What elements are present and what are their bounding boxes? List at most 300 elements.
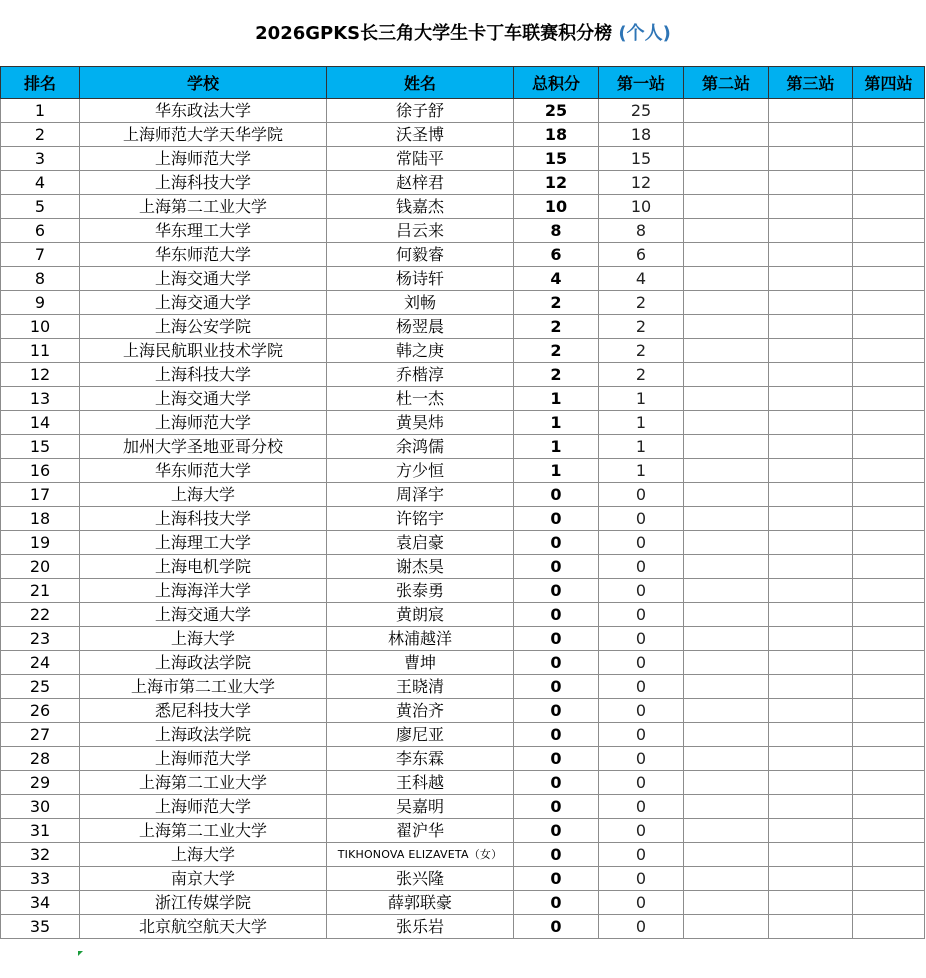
- stage-2-cell[interactable]: [684, 123, 769, 147]
- stage-1-cell[interactable]: 1: [599, 435, 684, 459]
- name-cell[interactable]: 乔楷淳: [327, 363, 514, 387]
- total-points-cell[interactable]: 1: [514, 387, 599, 411]
- rank-cell[interactable]: 9: [1, 291, 80, 315]
- stage-4-cell[interactable]: [853, 123, 925, 147]
- stage-4-cell[interactable]: [853, 843, 925, 867]
- name-cell[interactable]: 曹坤: [327, 651, 514, 675]
- stage-1-cell[interactable]: 0: [599, 627, 684, 651]
- stage-2-cell[interactable]: [684, 555, 769, 579]
- stage-4-cell[interactable]: [853, 579, 925, 603]
- stage-1-cell[interactable]: 0: [599, 747, 684, 771]
- stage-2-cell[interactable]: [684, 699, 769, 723]
- rank-cell[interactable]: 16: [1, 459, 80, 483]
- table-row: [1, 843, 925, 867]
- rank-cell[interactable]: 4: [1, 171, 80, 195]
- school-cell[interactable]: 上海师范大学: [80, 147, 327, 171]
- stage-3-cell[interactable]: [769, 915, 853, 939]
- name-cell[interactable]: 赵梓君: [327, 171, 514, 195]
- name-cell[interactable]: 王晓清: [327, 675, 514, 699]
- stage-3-cell[interactable]: [769, 843, 853, 867]
- stage-2-cell[interactable]: [684, 435, 769, 459]
- total-points-cell[interactable]: 0: [514, 507, 599, 531]
- rank-cell[interactable]: 27: [1, 723, 80, 747]
- stage-2-cell[interactable]: [684, 315, 769, 339]
- stage-3-cell[interactable]: [769, 555, 853, 579]
- name-cell[interactable]: 沃圣博: [327, 123, 514, 147]
- stage-2-cell[interactable]: [684, 99, 769, 123]
- stage-3-cell[interactable]: [769, 723, 853, 747]
- total-points-cell[interactable]: 0: [514, 795, 599, 819]
- total-points-cell[interactable]: 2: [514, 291, 599, 315]
- stage-3-cell[interactable]: [769, 267, 853, 291]
- stage-1-cell[interactable]: 8: [599, 219, 684, 243]
- table-row: [1, 699, 925, 723]
- stage-2-cell[interactable]: [684, 603, 769, 627]
- total-points-cell[interactable]: 0: [514, 699, 599, 723]
- stage-1-cell[interactable]: 0: [599, 555, 684, 579]
- stage-1-cell[interactable]: 2: [599, 291, 684, 315]
- stage-2-cell[interactable]: [684, 651, 769, 675]
- header-name[interactable]: 姓名: [327, 67, 514, 99]
- stage-4-cell[interactable]: [853, 747, 925, 771]
- stage-1-cell[interactable]: 0: [599, 507, 684, 531]
- stage-4-cell[interactable]: [853, 819, 925, 843]
- rank-cell[interactable]: 14: [1, 411, 80, 435]
- stage-3-cell[interactable]: [769, 459, 853, 483]
- name-cell[interactable]: 杨翌晨: [327, 315, 514, 339]
- total-points-cell[interactable]: 1: [514, 459, 599, 483]
- stage-2-cell[interactable]: [684, 243, 769, 267]
- rank-cell[interactable]: 20: [1, 555, 80, 579]
- school-cell[interactable]: 上海大学: [80, 843, 327, 867]
- total-points-cell[interactable]: 0: [514, 723, 599, 747]
- header-stage-3[interactable]: 第三站: [769, 67, 853, 99]
- stage-2-cell[interactable]: [684, 579, 769, 603]
- stage-1-cell[interactable]: 0: [599, 795, 684, 819]
- stage-3-cell[interactable]: [769, 579, 853, 603]
- page-title: [0, 20, 926, 48]
- stage-3-cell[interactable]: [769, 675, 853, 699]
- school-cell[interactable]: 华东师范大学: [80, 243, 327, 267]
- stage-1-cell[interactable]: 0: [599, 771, 684, 795]
- school-cell[interactable]: 上海大学: [80, 483, 327, 507]
- stage-3-cell[interactable]: [769, 315, 853, 339]
- stage-1-cell[interactable]: 1: [599, 411, 684, 435]
- name-cell[interactable]: 黄治齐: [327, 699, 514, 723]
- total-points-cell[interactable]: 1: [514, 435, 599, 459]
- stage-4-cell[interactable]: [853, 675, 925, 699]
- total-points-cell[interactable]: 0: [514, 891, 599, 915]
- stage-4-cell[interactable]: [853, 915, 925, 939]
- stage-3-cell[interactable]: [769, 435, 853, 459]
- stage-2-cell[interactable]: [684, 723, 769, 747]
- stage-2-cell[interactable]: [684, 171, 769, 195]
- rank-cell[interactable]: 26: [1, 699, 80, 723]
- name-cell[interactable]: TIKHONOVA ELIZAVETA（女）: [327, 843, 514, 867]
- school-cell[interactable]: 上海民航职业技术学院: [80, 339, 327, 363]
- total-points-cell[interactable]: 2: [514, 315, 599, 339]
- rank-cell[interactable]: 17: [1, 483, 80, 507]
- stage-2-cell[interactable]: [684, 747, 769, 771]
- total-points-cell[interactable]: 0: [514, 819, 599, 843]
- name-cell[interactable]: 李东霖: [327, 747, 514, 771]
- total-points-cell[interactable]: 1: [514, 411, 599, 435]
- school-cell[interactable]: 南京大学: [80, 867, 327, 891]
- total-points-cell[interactable]: 0: [514, 747, 599, 771]
- name-cell[interactable]: 余鸿儒: [327, 435, 514, 459]
- name-cell[interactable]: 常陆平: [327, 147, 514, 171]
- name-cell[interactable]: 周泽宇: [327, 483, 514, 507]
- rank-cell[interactable]: 2: [1, 123, 80, 147]
- rank-cell[interactable]: 5: [1, 195, 80, 219]
- stage-1-cell[interactable]: 1: [599, 459, 684, 483]
- total-points-cell[interactable]: 12: [514, 171, 599, 195]
- stage-4-cell[interactable]: [853, 723, 925, 747]
- school-cell[interactable]: 上海第二工业大学: [80, 771, 327, 795]
- total-points-cell[interactable]: 6: [514, 243, 599, 267]
- stage-1-cell[interactable]: 4: [599, 267, 684, 291]
- name-cell[interactable]: 廖尼亚: [327, 723, 514, 747]
- total-points-cell[interactable]: 0: [514, 675, 599, 699]
- stage-3-cell[interactable]: [769, 195, 853, 219]
- stage-4-cell[interactable]: [853, 699, 925, 723]
- rank-cell[interactable]: 30: [1, 795, 80, 819]
- stage-3-cell[interactable]: [769, 363, 853, 387]
- school-cell[interactable]: 悉尼科技大学: [80, 699, 327, 723]
- total-points-cell[interactable]: 15: [514, 147, 599, 171]
- name-cell[interactable]: 杨诗轩: [327, 267, 514, 291]
- stage-4-cell[interactable]: [853, 267, 925, 291]
- stage-2-cell[interactable]: [684, 291, 769, 315]
- stage-4-cell[interactable]: [853, 171, 925, 195]
- total-points-cell[interactable]: 0: [514, 867, 599, 891]
- rank-cell[interactable]: 33: [1, 867, 80, 891]
- total-points-cell[interactable]: 0: [514, 555, 599, 579]
- total-points-cell[interactable]: 25: [514, 99, 599, 123]
- table-body: [1, 99, 925, 939]
- stage-1-cell[interactable]: 0: [599, 483, 684, 507]
- stage-1-cell[interactable]: 0: [599, 891, 684, 915]
- name-cell[interactable]: 方少恒: [327, 459, 514, 483]
- table-row: [1, 603, 925, 627]
- school-cell[interactable]: 上海政法学院: [80, 723, 327, 747]
- school-cell[interactable]: 上海大学: [80, 627, 327, 651]
- name-cell[interactable]: 张乐岩: [327, 915, 514, 939]
- rank-cell[interactable]: 8: [1, 267, 80, 291]
- school-cell[interactable]: 上海科技大学: [80, 363, 327, 387]
- rank-cell[interactable]: 29: [1, 771, 80, 795]
- stage-2-cell[interactable]: [684, 387, 769, 411]
- stage-1-cell[interactable]: 12: [599, 171, 684, 195]
- name-cell[interactable]: 吴嘉明: [327, 795, 514, 819]
- school-cell[interactable]: 浙江传媒学院: [80, 891, 327, 915]
- stage-3-cell[interactable]: [769, 219, 853, 243]
- stage-2-cell[interactable]: [684, 195, 769, 219]
- rank-cell[interactable]: 6: [1, 219, 80, 243]
- stage-1-cell[interactable]: 0: [599, 603, 684, 627]
- stage-4-cell[interactable]: [853, 363, 925, 387]
- rank-cell[interactable]: 1: [1, 99, 80, 123]
- rank-cell[interactable]: 32: [1, 843, 80, 867]
- rank-cell[interactable]: 22: [1, 603, 80, 627]
- school-cell[interactable]: 上海师范大学天华学院: [80, 123, 327, 147]
- name-cell[interactable]: 薛郭联豪: [327, 891, 514, 915]
- stage-1-cell[interactable]: 0: [599, 675, 684, 699]
- stage-3-cell[interactable]: [769, 627, 853, 651]
- school-cell[interactable]: 加州大学圣地亚哥分校: [80, 435, 327, 459]
- stage-2-cell[interactable]: [684, 819, 769, 843]
- stage-3-cell[interactable]: [769, 603, 853, 627]
- name-cell[interactable]: 袁启豪: [327, 531, 514, 555]
- stage-4-cell[interactable]: [853, 411, 925, 435]
- stage-2-cell[interactable]: [684, 795, 769, 819]
- rank-cell[interactable]: 18: [1, 507, 80, 531]
- stage-1-cell[interactable]: 0: [599, 651, 684, 675]
- total-points-cell[interactable]: 10: [514, 195, 599, 219]
- stage-3-cell[interactable]: [769, 747, 853, 771]
- name-cell[interactable]: 谢杰昊: [327, 555, 514, 579]
- table-row: [1, 507, 925, 531]
- stage-1-cell[interactable]: 0: [599, 867, 684, 891]
- stage-3-cell[interactable]: [769, 171, 853, 195]
- rank-cell[interactable]: 11: [1, 339, 80, 363]
- school-cell[interactable]: 上海交通大学: [80, 387, 327, 411]
- name-cell[interactable]: 翟沪华: [327, 819, 514, 843]
- rank-cell[interactable]: 28: [1, 747, 80, 771]
- stage-3-cell[interactable]: [769, 891, 853, 915]
- stage-4-cell[interactable]: [853, 483, 925, 507]
- total-points-cell[interactable]: 0: [514, 627, 599, 651]
- school-cell[interactable]: 上海电机学院: [80, 555, 327, 579]
- stage-3-cell[interactable]: [769, 531, 853, 555]
- stage-1-cell[interactable]: 0: [599, 579, 684, 603]
- stage-2-cell[interactable]: [684, 339, 769, 363]
- stage-3-cell[interactable]: [769, 291, 853, 315]
- table-row: [1, 795, 925, 819]
- header-stage-1[interactable]: 第一站: [599, 67, 684, 99]
- stage-3-cell[interactable]: [769, 411, 853, 435]
- stage-3-cell[interactable]: [769, 99, 853, 123]
- total-points-cell[interactable]: 18: [514, 123, 599, 147]
- name-cell[interactable]: 张兴隆: [327, 867, 514, 891]
- stage-4-cell[interactable]: [853, 243, 925, 267]
- name-cell[interactable]: 张泰勇: [327, 579, 514, 603]
- stage-3-cell[interactable]: [769, 867, 853, 891]
- stage-4-cell[interactable]: [853, 315, 925, 339]
- total-points-cell[interactable]: 0: [514, 843, 599, 867]
- rank-cell[interactable]: 31: [1, 819, 80, 843]
- stage-3-cell[interactable]: [769, 699, 853, 723]
- stage-1-cell[interactable]: 2: [599, 315, 684, 339]
- stage-4-cell[interactable]: [853, 771, 925, 795]
- stage-2-cell[interactable]: [684, 219, 769, 243]
- name-cell[interactable]: 韩之庚: [327, 339, 514, 363]
- rank-cell[interactable]: 13: [1, 387, 80, 411]
- stage-4-cell[interactable]: [853, 339, 925, 363]
- stage-4-cell[interactable]: [853, 603, 925, 627]
- school-cell[interactable]: 华东政法大学: [80, 99, 327, 123]
- rank-cell[interactable]: 12: [1, 363, 80, 387]
- school-cell[interactable]: 上海第二工业大学: [80, 195, 327, 219]
- stage-2-cell[interactable]: [684, 363, 769, 387]
- rank-cell[interactable]: 21: [1, 579, 80, 603]
- name-cell[interactable]: 杜一杰: [327, 387, 514, 411]
- school-cell[interactable]: 北京航空航天大学: [80, 915, 327, 939]
- rank-cell[interactable]: 19: [1, 531, 80, 555]
- stage-2-cell[interactable]: [684, 459, 769, 483]
- stage-3-cell[interactable]: [769, 819, 853, 843]
- stage-4-cell[interactable]: [853, 147, 925, 171]
- total-points-cell[interactable]: 0: [514, 531, 599, 555]
- stage-2-cell[interactable]: [684, 411, 769, 435]
- rank-cell[interactable]: 7: [1, 243, 80, 267]
- name-cell[interactable]: 刘畅: [327, 291, 514, 315]
- stage-4-cell[interactable]: [853, 219, 925, 243]
- school-cell[interactable]: 上海科技大学: [80, 171, 327, 195]
- stage-1-cell[interactable]: 0: [599, 531, 684, 555]
- total-points-cell[interactable]: 0: [514, 579, 599, 603]
- stage-1-cell[interactable]: 0: [599, 819, 684, 843]
- stage-3-cell[interactable]: [769, 771, 853, 795]
- rank-cell[interactable]: 24: [1, 651, 80, 675]
- total-points-cell[interactable]: 0: [514, 771, 599, 795]
- stage-3-cell[interactable]: [769, 147, 853, 171]
- name-cell[interactable]: 钱嘉杰: [327, 195, 514, 219]
- stage-4-cell[interactable]: [853, 555, 925, 579]
- total-points-cell[interactable]: 0: [514, 915, 599, 939]
- rank-cell[interactable]: 3: [1, 147, 80, 171]
- stage-1-cell[interactable]: 0: [599, 723, 684, 747]
- total-points-cell[interactable]: 8: [514, 219, 599, 243]
- stage-4-cell[interactable]: [853, 291, 925, 315]
- total-points-cell[interactable]: 0: [514, 651, 599, 675]
- school-cell[interactable]: 上海政法学院: [80, 651, 327, 675]
- name-cell[interactable]: 黄昊炜: [327, 411, 514, 435]
- stage-2-cell[interactable]: [684, 147, 769, 171]
- stage-1-cell[interactable]: 25: [599, 99, 684, 123]
- school-cell[interactable]: 上海师范大学: [80, 747, 327, 771]
- total-points-cell[interactable]: 0: [514, 483, 599, 507]
- stage-4-cell[interactable]: [853, 195, 925, 219]
- school-cell[interactable]: 上海交通大学: [80, 603, 327, 627]
- stage-4-cell[interactable]: [853, 627, 925, 651]
- rank-cell[interactable]: 15: [1, 435, 80, 459]
- school-cell[interactable]: 上海第二工业大学: [80, 819, 327, 843]
- table-row: [1, 531, 925, 555]
- stage-1-cell[interactable]: 6: [599, 243, 684, 267]
- stage-2-cell[interactable]: [684, 483, 769, 507]
- stage-3-cell[interactable]: [769, 243, 853, 267]
- stage-2-cell[interactable]: [684, 675, 769, 699]
- total-points-cell[interactable]: 0: [514, 603, 599, 627]
- stage-1-cell[interactable]: 0: [599, 915, 684, 939]
- stage-4-cell[interactable]: [853, 459, 925, 483]
- stage-4-cell[interactable]: [853, 435, 925, 459]
- title-main: 2026GPKS长三角大学生卡丁车联赛积分榜: [255, 23, 613, 44]
- header-total[interactable]: 总积分: [514, 67, 599, 99]
- stage-2-cell[interactable]: [684, 267, 769, 291]
- rank-cell[interactable]: 34: [1, 891, 80, 915]
- table-row: [1, 627, 925, 651]
- school-cell[interactable]: 上海交通大学: [80, 291, 327, 315]
- stage-1-cell[interactable]: 1: [599, 387, 684, 411]
- stage-4-cell[interactable]: [853, 651, 925, 675]
- rank-cell[interactable]: 10: [1, 315, 80, 339]
- stage-3-cell[interactable]: [769, 507, 853, 531]
- rank-cell[interactable]: 25: [1, 675, 80, 699]
- stage-2-cell[interactable]: [684, 891, 769, 915]
- header-rank[interactable]: 排名: [1, 67, 80, 99]
- school-cell[interactable]: 上海理工大学: [80, 531, 327, 555]
- stage-2-cell[interactable]: [684, 507, 769, 531]
- stage-3-cell[interactable]: [769, 339, 853, 363]
- stage-1-cell[interactable]: 0: [599, 699, 684, 723]
- header-stage-2[interactable]: 第二站: [684, 67, 769, 99]
- name-cell[interactable]: 林浦越洋: [327, 627, 514, 651]
- stage-3-cell[interactable]: [769, 483, 853, 507]
- table-row: [1, 915, 925, 939]
- stage-4-cell[interactable]: [853, 387, 925, 411]
- school-cell[interactable]: 上海师范大学: [80, 795, 327, 819]
- school-cell[interactable]: 上海科技大学: [80, 507, 327, 531]
- name-cell[interactable]: 何毅睿: [327, 243, 514, 267]
- stage-1-cell[interactable]: 2: [599, 363, 684, 387]
- name-cell[interactable]: 王科越: [327, 771, 514, 795]
- school-cell[interactable]: 上海公安学院: [80, 315, 327, 339]
- stage-2-cell[interactable]: [684, 915, 769, 939]
- stage-4-cell[interactable]: [853, 99, 925, 123]
- stage-2-cell[interactable]: [684, 771, 769, 795]
- total-points-cell[interactable]: 2: [514, 339, 599, 363]
- total-points-cell[interactable]: 2: [514, 363, 599, 387]
- header-school[interactable]: 学校: [80, 67, 327, 99]
- stage-1-cell[interactable]: 10: [599, 195, 684, 219]
- stage-4-cell[interactable]: [853, 507, 925, 531]
- stage-3-cell[interactable]: [769, 795, 853, 819]
- stage-4-cell[interactable]: [853, 867, 925, 891]
- stage-2-cell[interactable]: [684, 627, 769, 651]
- stage-1-cell[interactable]: 0: [599, 843, 684, 867]
- name-cell[interactable]: 徐子舒: [327, 99, 514, 123]
- stage-3-cell[interactable]: [769, 387, 853, 411]
- school-cell[interactable]: 上海海洋大学: [80, 579, 327, 603]
- name-cell[interactable]: 吕云来: [327, 219, 514, 243]
- stage-3-cell[interactable]: [769, 123, 853, 147]
- stage-2-cell[interactable]: [684, 531, 769, 555]
- stage-4-cell[interactable]: [853, 531, 925, 555]
- stage-1-cell[interactable]: 18: [599, 123, 684, 147]
- stage-2-cell[interactable]: [684, 867, 769, 891]
- school-cell[interactable]: 上海市第二工业大学: [80, 675, 327, 699]
- school-cell[interactable]: 华东师范大学: [80, 459, 327, 483]
- stage-1-cell[interactable]: 2: [599, 339, 684, 363]
- table-row: [1, 771, 925, 795]
- name-cell[interactable]: 黄朗宸: [327, 603, 514, 627]
- name-cell[interactable]: 许铭宇: [327, 507, 514, 531]
- rank-cell[interactable]: 35: [1, 915, 80, 939]
- stage-3-cell[interactable]: [769, 651, 853, 675]
- stage-1-cell[interactable]: 15: [599, 147, 684, 171]
- header-stage-4[interactable]: 第四站: [853, 67, 925, 99]
- stage-2-cell[interactable]: [684, 843, 769, 867]
- total-points-cell[interactable]: 4: [514, 267, 599, 291]
- school-cell[interactable]: 上海师范大学: [80, 411, 327, 435]
- rank-cell[interactable]: 23: [1, 627, 80, 651]
- stage-4-cell[interactable]: [853, 891, 925, 915]
- school-cell[interactable]: 上海交通大学: [80, 267, 327, 291]
- stage-4-cell[interactable]: [853, 795, 925, 819]
- school-cell[interactable]: 华东理工大学: [80, 219, 327, 243]
